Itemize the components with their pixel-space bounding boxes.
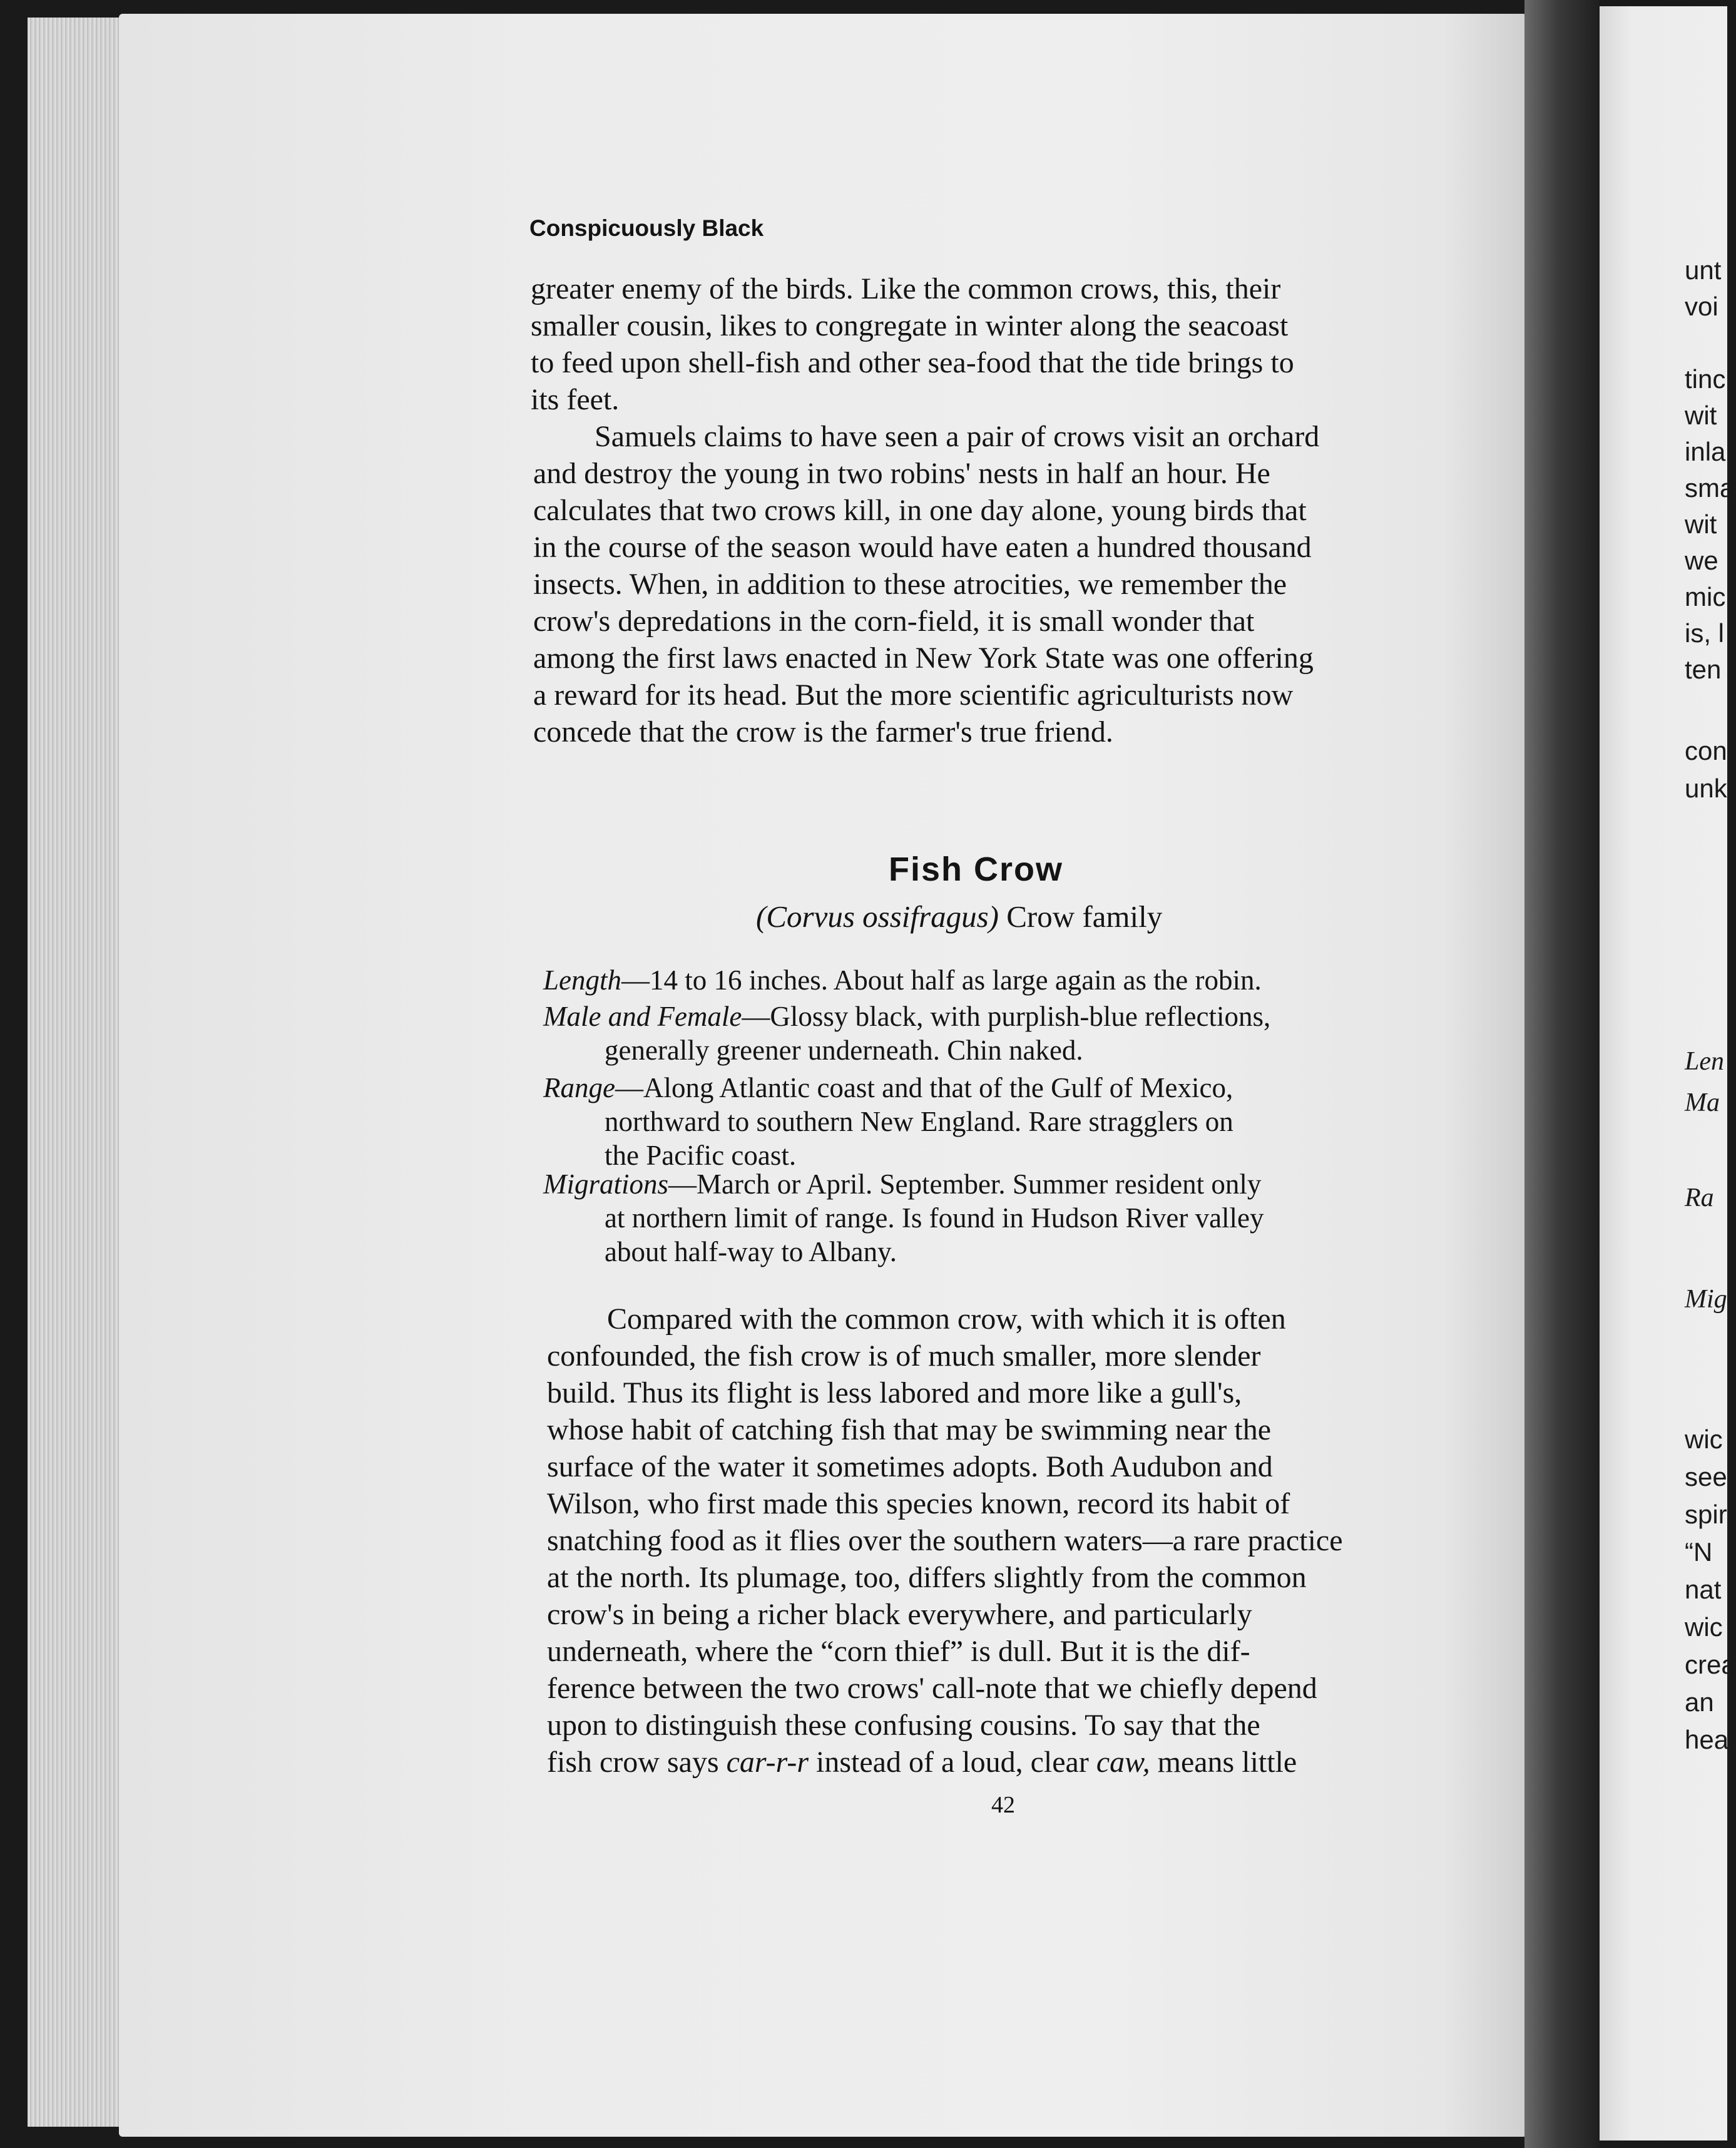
right-page-fragment: an bbox=[1685, 1687, 1714, 1717]
text-line: crow's in being a richer black everywhere, and particularly bbox=[547, 1598, 1252, 1631]
field-text-continued: the Pacific coast. bbox=[605, 1140, 797, 1171]
text-line: snatching food as it flies over the southern waters—a rare practice bbox=[547, 1524, 1343, 1557]
text-line: its feet. bbox=[531, 383, 620, 416]
right-page-fragment: sma bbox=[1685, 473, 1735, 503]
text-line-last bbox=[547, 1745, 1297, 1779]
call-note-caw: caw, bbox=[1096, 1746, 1150, 1779]
right-page-fragment: mic bbox=[1685, 582, 1726, 611]
right-page-fragment: ten bbox=[1685, 655, 1722, 684]
field-length bbox=[543, 964, 1262, 996]
text-line: Wilson, who first made this species known, record its habit of bbox=[547, 1487, 1290, 1520]
text-line: to feed upon shell-fish and other sea-food that the tide brings to bbox=[531, 346, 1294, 379]
text-line: Compared with the common crow, with which it is often bbox=[607, 1302, 1286, 1336]
running-head: Conspicuously Black bbox=[529, 215, 764, 241]
right-page-fragment: Len bbox=[1685, 1047, 1724, 1076]
text-run: fish crow says bbox=[547, 1746, 727, 1779]
section-subheading bbox=[756, 899, 1162, 934]
right-page-fragment: nat bbox=[1685, 1575, 1722, 1604]
text-line: among the first laws enacted in New York State was one offering bbox=[533, 642, 1314, 675]
field-label: Male and Female bbox=[543, 1001, 742, 1032]
right-page-fragment: crea bbox=[1685, 1650, 1736, 1679]
text-line: confounded, the fish crow is of much smaller, more slender bbox=[547, 1339, 1261, 1373]
text-line: greater enemy of the birds. Like the common crows, this, their bbox=[531, 272, 1281, 305]
right-page-fragment: voi bbox=[1685, 292, 1718, 321]
right-page-fragment: Mig bbox=[1685, 1285, 1727, 1314]
right-page-fragment: wit bbox=[1685, 401, 1717, 430]
field-label: Range bbox=[543, 1072, 615, 1103]
text-line: calculates that two crows kill, in one day alone, young birds that bbox=[533, 494, 1307, 527]
field-text: —Along Atlantic coast and that of the Gulf of Mexico, bbox=[615, 1072, 1233, 1103]
field-text-continued: at northern limit of range. Is found in Hudson River valley bbox=[605, 1202, 1264, 1234]
right-page-fragment: is, l bbox=[1685, 618, 1724, 648]
right-page-fragment: Ra bbox=[1685, 1184, 1714, 1212]
right-page-fragment: wic bbox=[1685, 1424, 1723, 1454]
right-page-fragment: wic bbox=[1685, 1612, 1723, 1642]
field-label: Migrations bbox=[543, 1169, 669, 1200]
field-label: Length bbox=[543, 964, 622, 996]
text-line: insects. When, in addition to these atrocities, we remember the bbox=[533, 568, 1287, 601]
right-page-fragment: seer bbox=[1685, 1462, 1736, 1491]
book-gutter bbox=[1524, 0, 1600, 2148]
call-note-car: car-r-r bbox=[726, 1746, 809, 1779]
field-text-continued: generally greener underneath. Chin naked. bbox=[605, 1035, 1083, 1066]
text-line: a reward for its head. But the more scientific agriculturists now bbox=[533, 678, 1294, 712]
section-heading: Fish Crow bbox=[889, 851, 1064, 888]
text-line: at the north. Its plumage, too, differs slightly from the common bbox=[547, 1561, 1307, 1594]
field-text-continued: northward to southern New England. Rare stragglers on bbox=[605, 1106, 1233, 1137]
right-page-fragment: inla bbox=[1685, 437, 1726, 466]
right-page-fragment: unt bbox=[1685, 255, 1722, 285]
text-line: smaller cousin, likes to congregate in winter along the seacoast bbox=[531, 309, 1289, 342]
right-page-fragment: we bbox=[1685, 546, 1718, 575]
scientific-name: (Corvus ossifragus) bbox=[756, 899, 999, 934]
page-number: 42 bbox=[991, 1792, 1015, 1818]
text-line: concede that the crow is the farmer's true friend. bbox=[533, 715, 1113, 749]
family-name: Crow family bbox=[998, 899, 1163, 934]
field-migrations bbox=[543, 1168, 1261, 1200]
field-male-female bbox=[543, 1000, 1270, 1033]
text-run: instead of a loud, clear bbox=[809, 1746, 1096, 1779]
text-line: ference between the two crows' call-note that we chiefly depend bbox=[547, 1672, 1317, 1705]
field-text-continued: about half-way to Albany. bbox=[605, 1236, 897, 1267]
text-line: in the course of the season would have eaten a hundred thousand bbox=[533, 531, 1312, 564]
right-page-fragment: wit bbox=[1685, 509, 1717, 539]
right-page-fragment: Ma bbox=[1685, 1088, 1720, 1117]
text-line: Samuels claims to have seen a pair of crows visit an orchard bbox=[595, 420, 1320, 453]
field-range bbox=[543, 1071, 1233, 1104]
text-line: build. Thus its flight is less labored and more like a gull's, bbox=[547, 1376, 1242, 1409]
text-line: crow's depredations in the corn-field, it is small wonder that bbox=[533, 605, 1255, 638]
right-page-fragment: spir bbox=[1685, 1500, 1727, 1529]
field-text: —March or April. September. Summer resident only bbox=[668, 1169, 1262, 1200]
right-page-fragment: con bbox=[1685, 736, 1727, 765]
text-line: and destroy the young in two robins' nests in half an hour. He bbox=[533, 457, 1270, 490]
text-line: surface of the water it sometimes adopts. Both Audubon and bbox=[547, 1450, 1273, 1483]
right-page-fragment: tinc bbox=[1685, 364, 1726, 394]
right-page-fragment: hea bbox=[1685, 1725, 1729, 1754]
right-page-fragment: “N bbox=[1685, 1537, 1713, 1567]
text-run: means little bbox=[1150, 1746, 1297, 1779]
field-text: —14 to 16 inches. About half as large again as the robin. bbox=[621, 964, 1262, 996]
text-line: upon to distinguish these confusing cousins. To say that the bbox=[547, 1709, 1260, 1742]
field-text: —Glossy black, with purplish-blue reflections, bbox=[742, 1001, 1271, 1032]
right-page-fragment: unk bbox=[1685, 774, 1727, 803]
text-line: whose habit of catching fish that may be swimming near the bbox=[547, 1413, 1272, 1446]
text-line: underneath, where the “corn thief” is dull. But it is the dif- bbox=[547, 1635, 1250, 1668]
